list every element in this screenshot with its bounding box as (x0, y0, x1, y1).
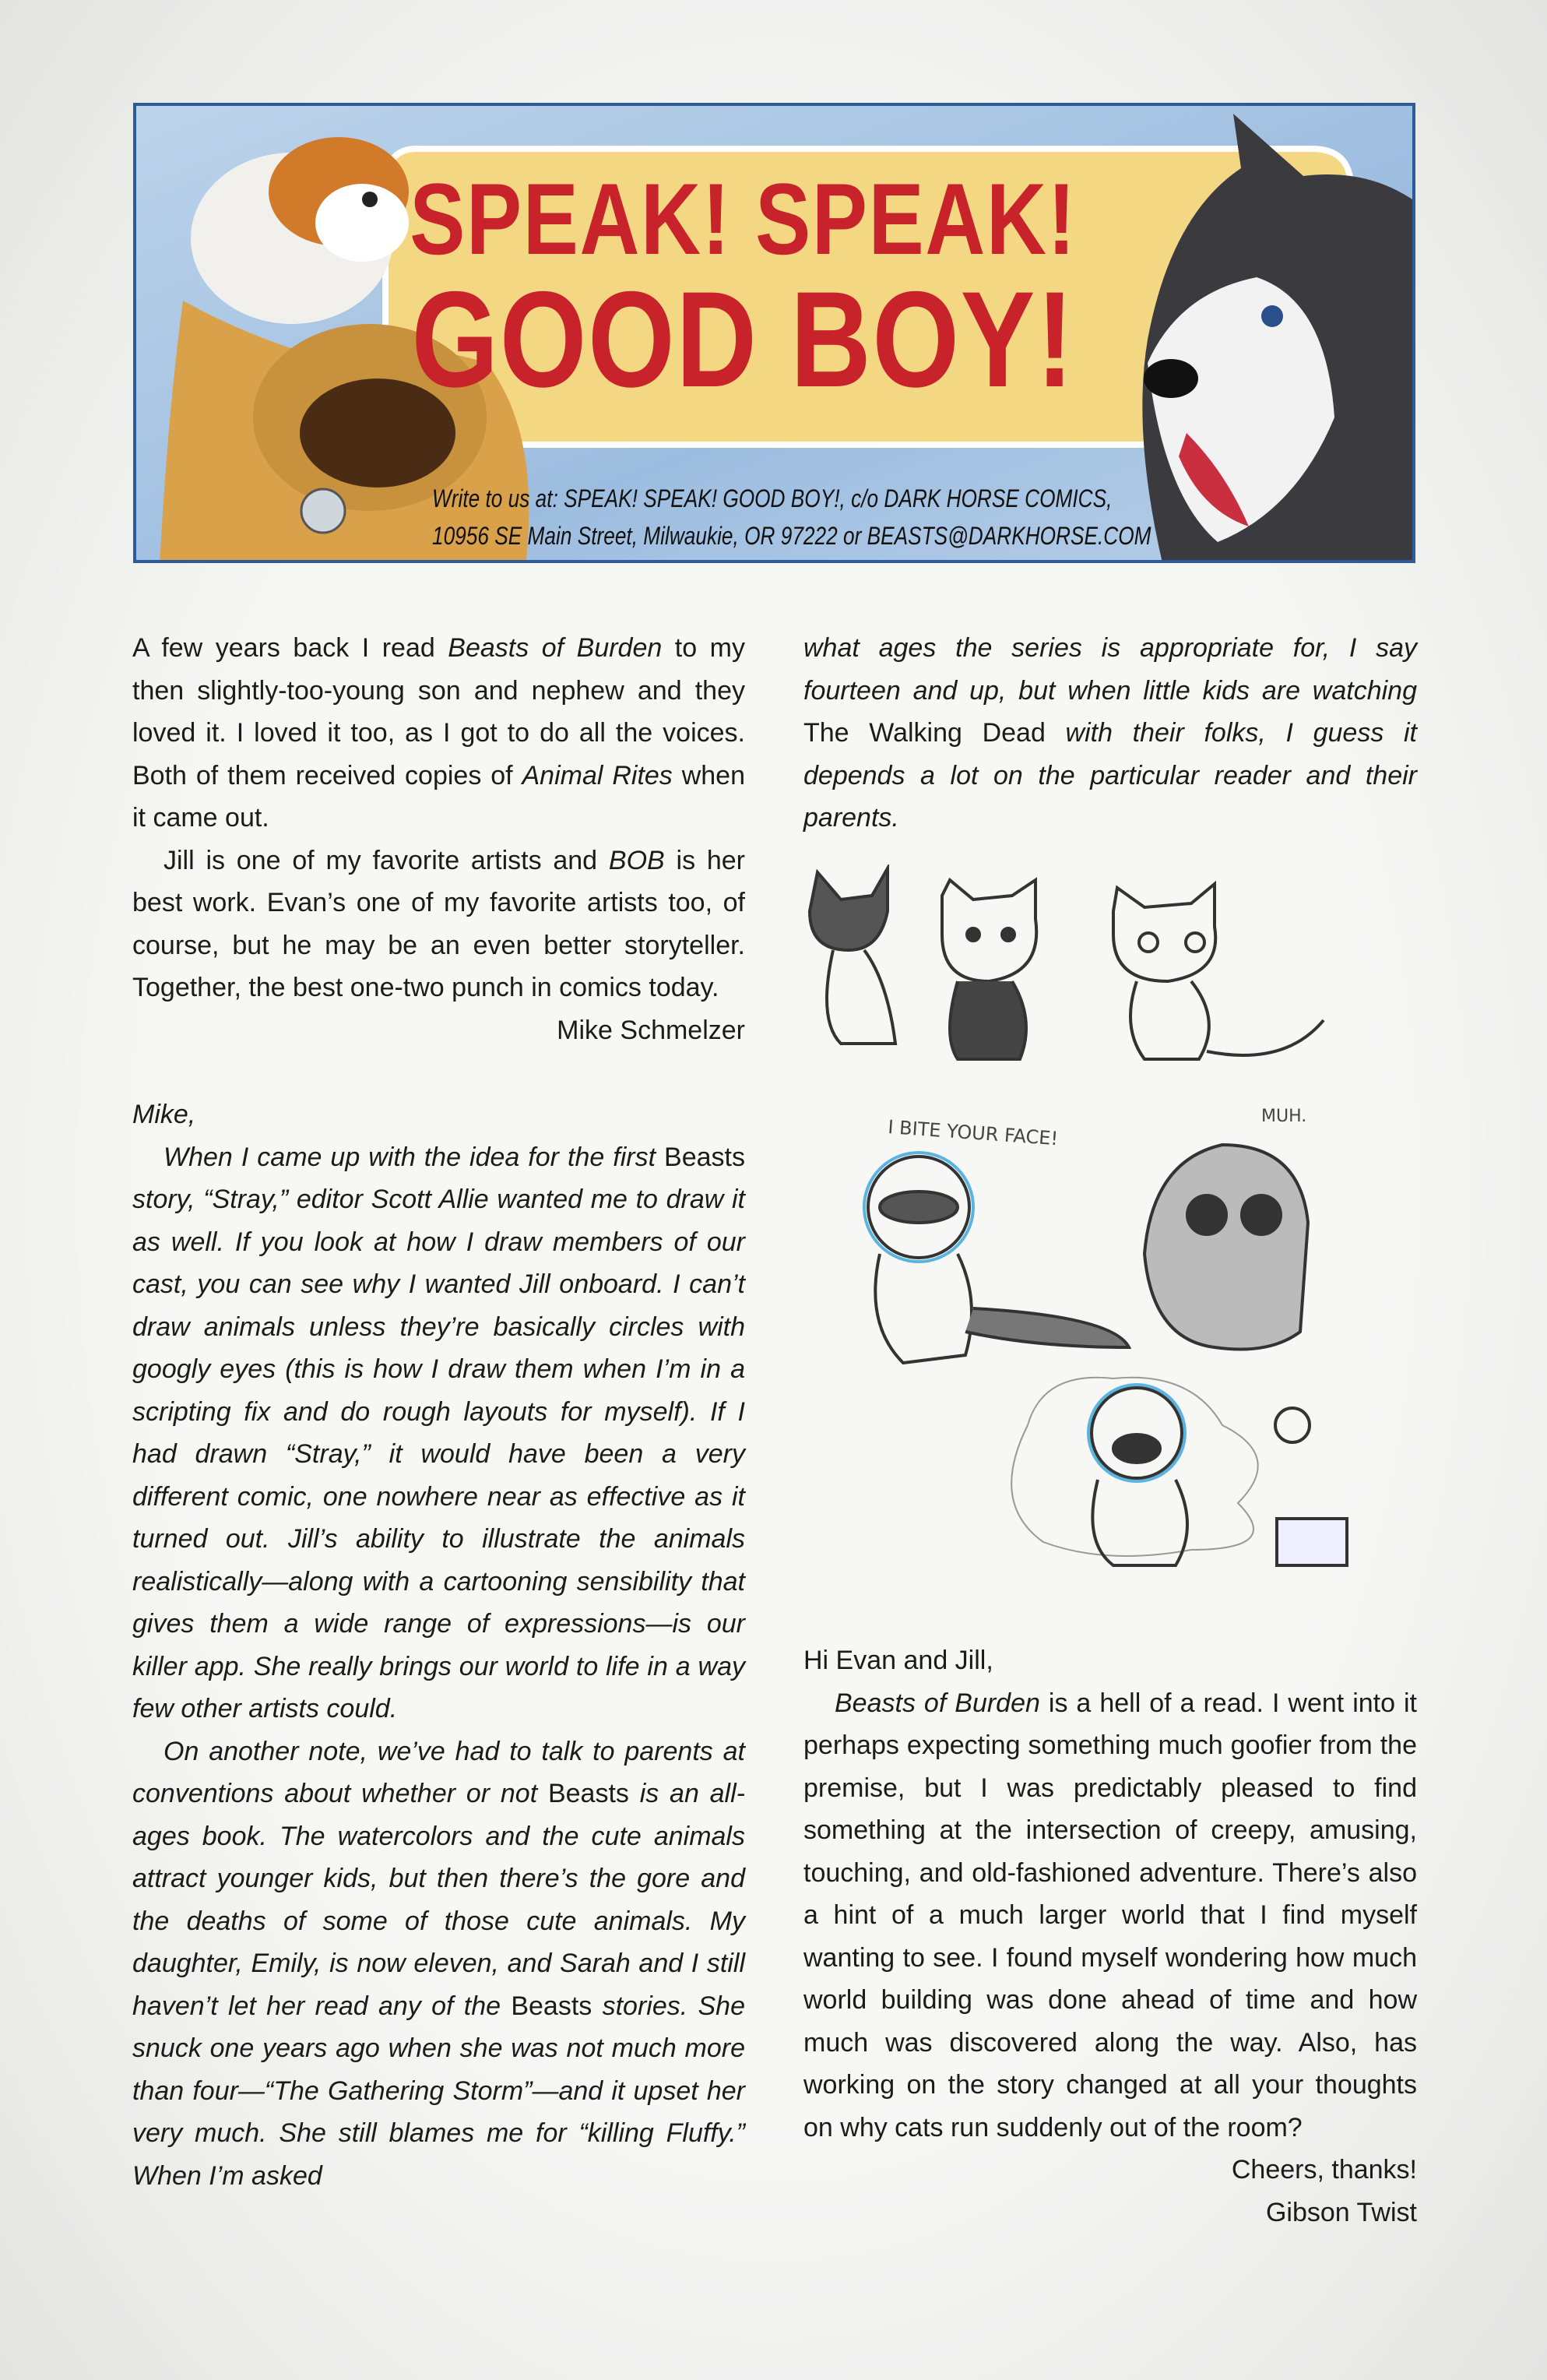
letter2-closing: Cheers, thanks! (1231, 2155, 1417, 2185)
letter2-paragraph (803, 1682, 1417, 2149)
text-segment: story, “Stray,” editor Scott Allie wanted me to draw it as well. If you look at how I draw members of our cast, you can see why I wanted Jill onboard. I can’t draw animals unless they’re basically circles with googly eyes (this is how I draw them when I’m in a scripting fix and do rough layouts for myself). If I had drawn “Stray,” it would have been a very different comic, one nowhere near as effective as it turned out. Jill’s ability to illustrate the animals realistically—along with a cartooning sensibility that gives them a wide range of expressions—is our killer app. She really brings our world to life in a way few other artists could. (132, 1185, 745, 1723)
reply1-paragraph (132, 1730, 745, 2198)
letters-header-banner (133, 103, 1415, 563)
letter1-paragraph (132, 840, 745, 1009)
text-segment: with their folks, I guess it depends a lot on the particular reader and their parents. (803, 718, 1417, 833)
letter2-salutation: Hi Evan and Jill, (803, 1646, 993, 1675)
address-line2: 10956 SE Main Street, Milwaukie, OR 97222 or BEASTS@DARKHORSE.COM (432, 522, 1151, 550)
text-segment: is her best work. Evan’s one of my favorite artists too, of course, but he may be an even better storyteller. Together, the best one-two punch in comics today. (132, 845, 746, 1002)
letter2 (803, 1639, 1417, 2234)
left-column (132, 627, 745, 2197)
text-segment: Beasts of Burden (448, 633, 663, 663)
banner-title-line2: GOOD BOY! (411, 264, 1075, 416)
text-segment: When I came up with the idea for the first (163, 1142, 665, 1172)
raccoon-caption: I BITE YOUR FACE! (887, 1116, 1059, 1150)
pug-sketch (1011, 1378, 1347, 1565)
address-line1: Write to us at: SPEAK! SPEAK! GOOD BOY!, c/o DARK HORSE COMICS, (432, 484, 1113, 512)
mailing-address (432, 480, 1151, 555)
text-segment: Beasts (511, 1991, 592, 2021)
text-segment: what ages the series is appropriate for, I say fourteen and up, but when little kids are watching (803, 633, 1417, 706)
text-segment: BOB (608, 845, 665, 875)
skull-caption: MUH. (1261, 1107, 1307, 1126)
text-segment: Animal Rites (522, 760, 673, 790)
letter2-signature: Gibson Twist (1265, 2197, 1417, 2227)
text-segment: A few years back I read (132, 633, 448, 663)
text-segment: to my then slightly-too-young son and nephew and they loved it. I loved it too, as I got to do all the voices. Both of them received copies of (132, 633, 746, 790)
text-segment: On another note, we’ve had to talk to parents at conventions about whether or not (132, 1736, 745, 1808)
letter1-signature: Mike Schmelzer (557, 1015, 745, 1045)
skull-creature-sketch (1144, 1145, 1308, 1350)
text-segment: Beasts (547, 1779, 629, 1808)
text-segment: The Walking Dead (803, 718, 1046, 748)
letter1-paragraph (132, 627, 745, 840)
raccoon-sketch (864, 1153, 1129, 1363)
text-segment: Beasts (664, 1142, 745, 1172)
text-segment: stories. She snuck one years ago when she was not much more than four—“The Gathering Storm”—and it upset her very much. She still blames me for “killing Fluffy.” When I’m asked (132, 1991, 745, 2191)
cat-sketches (810, 868, 1324, 1059)
reply1-salutation: Mike, (132, 1100, 196, 1129)
reply1-continuation-text (803, 627, 1417, 840)
text-segment: is an all-ages book. The watercolors and the cute animals attract younger kids, but then there’s the gore and the deaths of some of those cute animals. My daughter, Emily, is now eleven, and Sarah and I still haven’t let her read any of the (132, 1779, 745, 2021)
reply1-paragraph (132, 1136, 745, 1730)
text-segment: Beasts of Burden (835, 1688, 1040, 1718)
text-segment: when it came out. (132, 760, 746, 833)
banner-title-line1: SPEAK! SPEAK! (410, 162, 1077, 276)
text-segment: is a hell of a read. I went into it perhaps expecting something much goofier from the premise, but I was predictably pleased to find something at the intersection of creepy, amusing, touching, and old-fashioned adventure. There’s also a hint of a much larger world that I find myself wanting to see. I found myself wondering how much world building was done ahead of time and how much was discovered along the way. Also, has working on the story changed at all your thoughts on why cats run suddenly out of the room? (803, 1688, 1417, 2142)
text-segment: Jill is one of my favorite artists and (163, 845, 609, 875)
character-sketches (786, 864, 1425, 1581)
reply1-continuation (803, 627, 1417, 840)
